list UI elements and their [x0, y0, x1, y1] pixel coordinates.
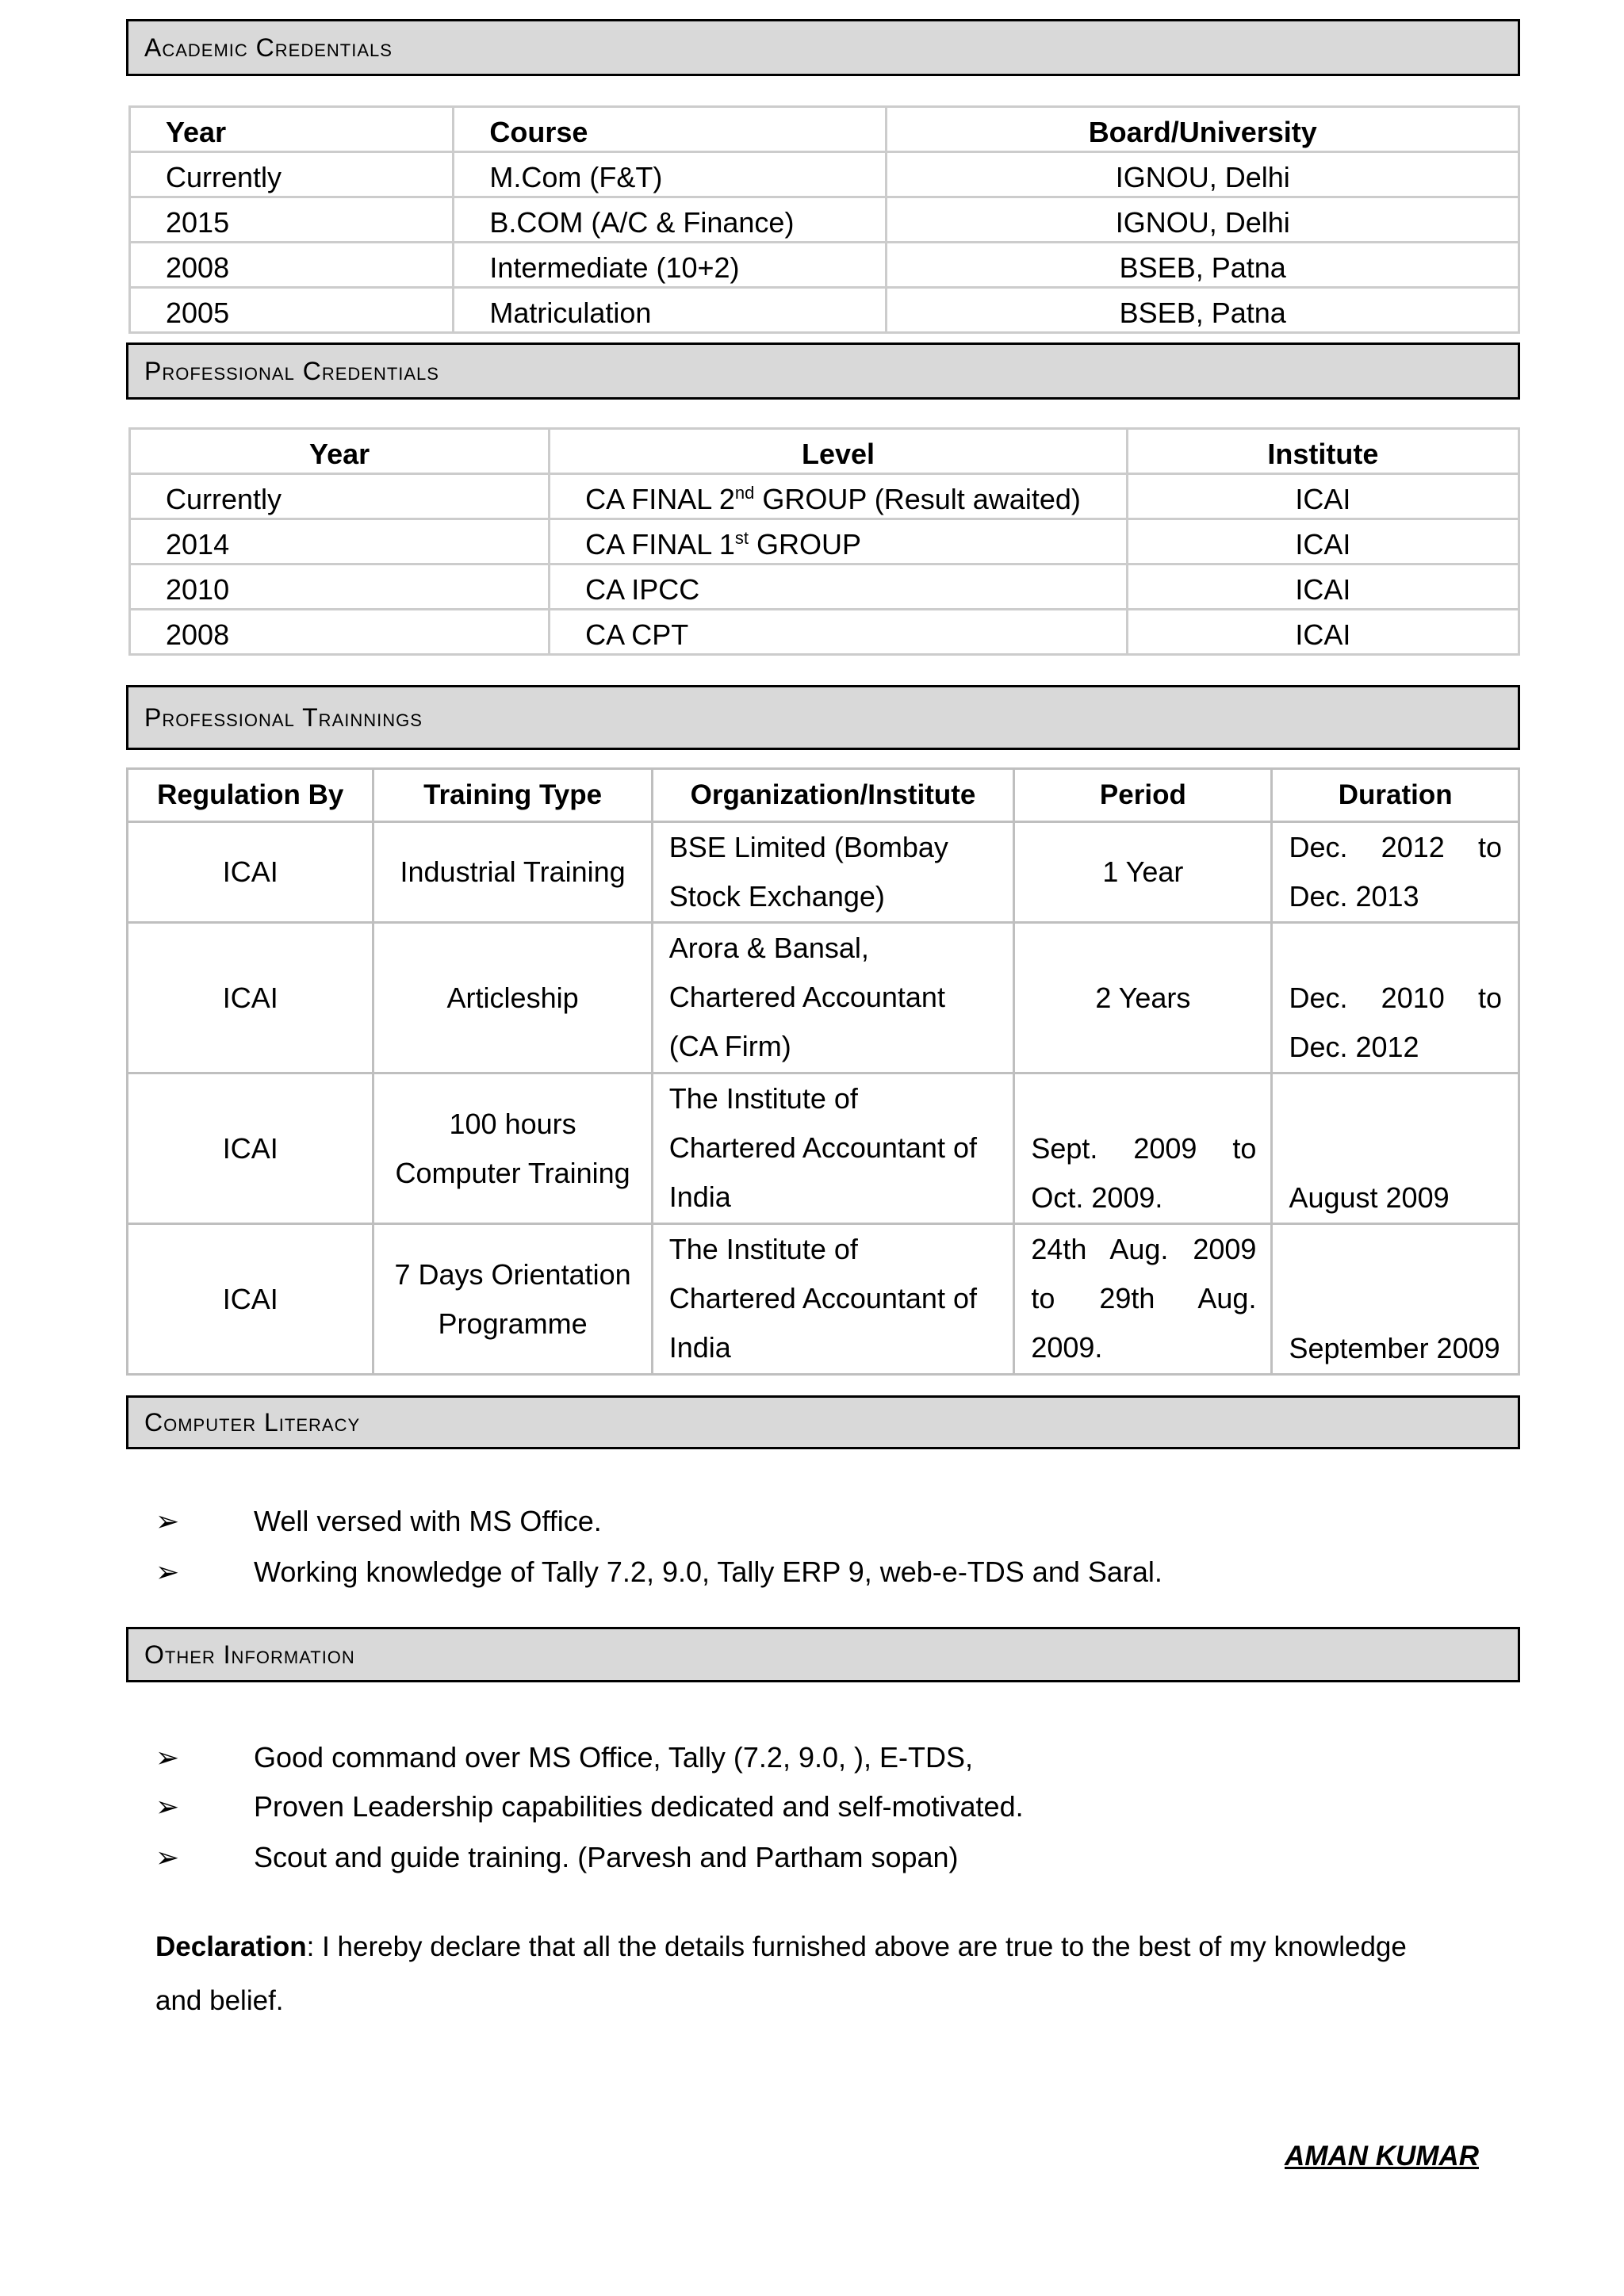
table-header-row: Year Course Board/University	[130, 107, 1519, 152]
declaration-text: : I hereby declare that all the details furnished above are true to the best of my knowledge and belief.	[155, 1931, 1407, 2016]
arrow-bullet-icon: ➢	[155, 1790, 180, 1823]
table-row: ICAI 100 hours Computer Training The Institute of Chartered Accountant of India Sept. 2009 to Oct. 2009. August 2009	[128, 1073, 1519, 1224]
section-header-trainings: Professional Trainnings	[126, 685, 1520, 750]
arrow-bullet-icon: ➢	[155, 1841, 180, 1873]
list-item: ➢ Good command over MS Office, Tally (7.2, 9.0, ), E-TDS,	[155, 1741, 973, 1774]
declaration	[155, 1920, 1408, 2028]
list-item: ➢ Working knowledge of Tally 7.2, 9.0, Tally ERP 9, web-e-TDS and Saral.	[155, 1556, 1162, 1588]
arrow-bullet-icon: ➢	[155, 1741, 180, 1774]
section-header-computer: Computer Literacy	[126, 1395, 1520, 1449]
section-header-academic: Academic Credentials	[126, 19, 1520, 76]
table-row: 2010 CA IPCC ICAI	[130, 564, 1519, 610]
section-header-other: Other Information	[126, 1627, 1520, 1682]
list-item: ➢ Proven Leadership capabilities dedicated and self-motivated.	[155, 1790, 1024, 1823]
arrow-bullet-icon: ➢	[155, 1505, 180, 1537]
table-row: 2015 B.COM (A/C & Finance) IGNOU, Delhi	[130, 197, 1519, 243]
declaration-label: Declaration	[155, 1931, 307, 1962]
table-row: 2008 CA CPT ICAI	[130, 610, 1519, 655]
table-header-row: Year Level Institute	[130, 429, 1519, 474]
arrow-bullet-icon: ➢	[155, 1556, 180, 1588]
trainings-table	[126, 767, 1520, 1376]
table-header-row: Regulation By Training Type Organization/Institute Period Duration	[128, 769, 1519, 822]
table-row: ICAI Articleship Arora & Bansal, Chartered Accountant (CA Firm) 2 Years Dec. 2010 to Dec. 2012	[128, 923, 1519, 1073]
list-item: ➢ Well versed with MS Office.	[155, 1505, 602, 1537]
signature-name: AMAN KUMAR	[1285, 2141, 1479, 2172]
table-row: ICAI 7 Days Orientation Programme The Institute of Chartered Accountant of India 24th Aug. 2009 to 29th Aug. 2009. September 2009	[128, 1224, 1519, 1375]
academic-table	[128, 105, 1520, 334]
table-row: 2014 CA FINAL 1st GROUP ICAI	[130, 519, 1519, 564]
table-row: 2005 Matriculation BSEB, Patna	[130, 288, 1519, 333]
table-row: 2008 Intermediate (10+2) BSEB, Patna	[130, 243, 1519, 288]
section-header-professional: Professional Credentials	[126, 342, 1520, 400]
list-item: ➢ Scout and guide training. (Parvesh and Partham sopan)	[155, 1841, 959, 1873]
table-row: Currently CA FINAL 2nd GROUP (Result awaited) ICAI	[130, 474, 1519, 519]
table-row: ICAI Industrial Training BSE Limited (Bombay Stock Exchange) 1 Year Dec. 2012 to Dec. 2013	[128, 822, 1519, 923]
professional-table	[128, 427, 1520, 656]
table-row: Currently M.Com (F&T) IGNOU, Delhi	[130, 152, 1519, 197]
